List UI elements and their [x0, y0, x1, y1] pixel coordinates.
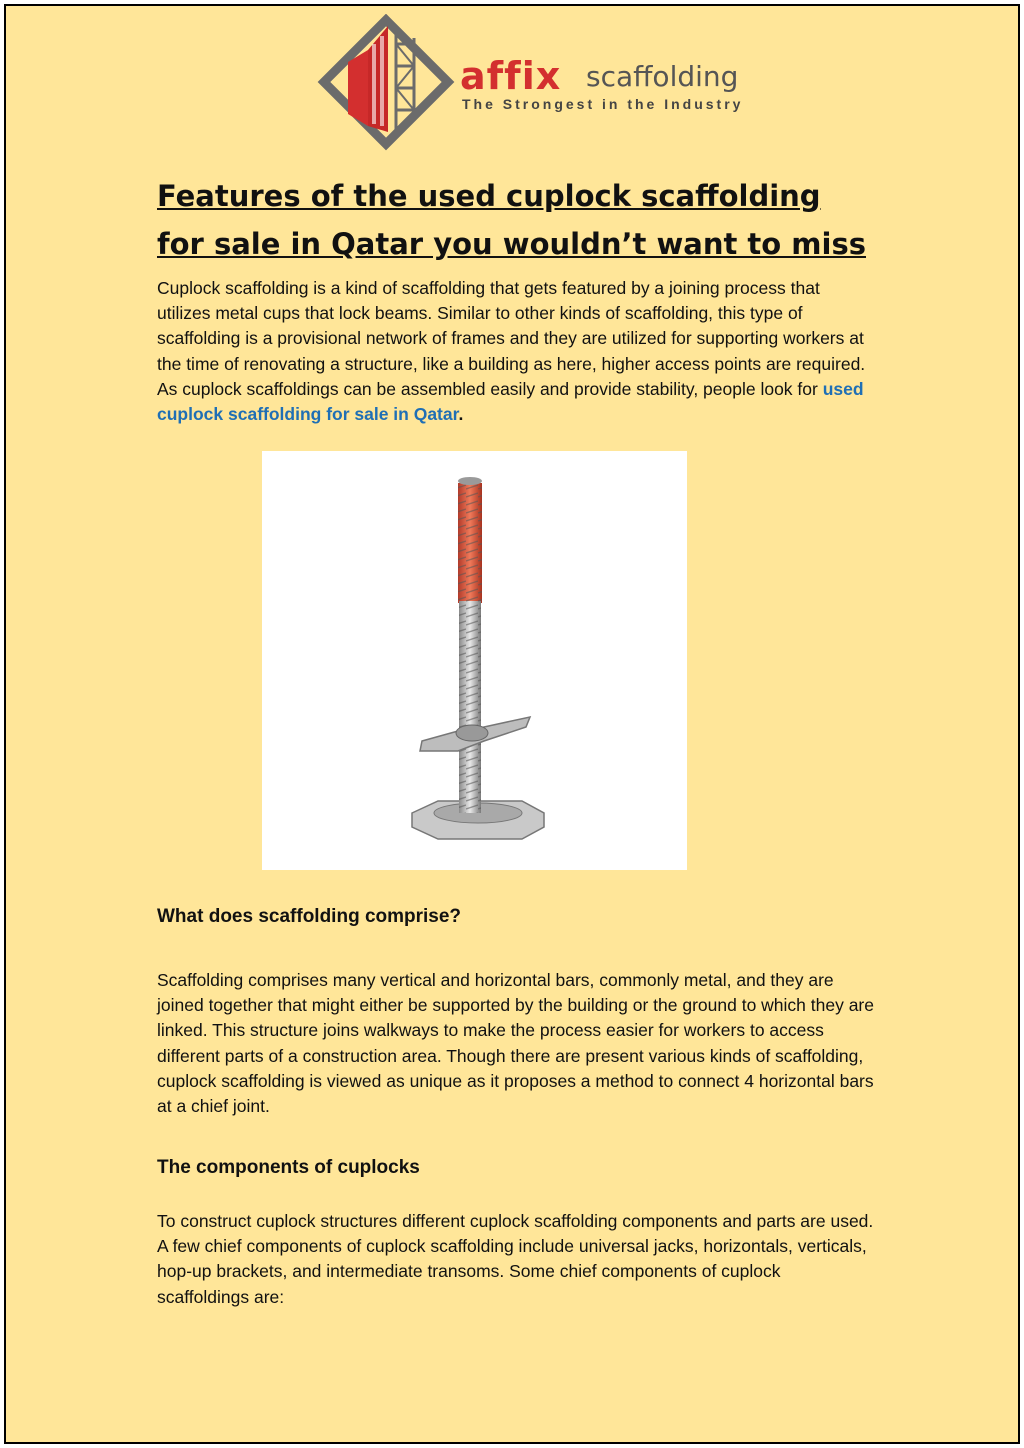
- document-page: [4, 4, 1020, 1444]
- building-logo-icon: [316, 14, 456, 154]
- logo-tagline: The Strongest in the Industry: [462, 96, 744, 112]
- logo-brand-secondary: scaffolding: [586, 60, 739, 93]
- intro-paragraph: [157, 276, 877, 427]
- section2-heading: The components of cuplocks: [157, 1157, 420, 1178]
- universal-jack-image: [262, 451, 687, 870]
- section1-heading: What does scaffolding comprise?: [157, 906, 462, 927]
- intro-text: Cuplock scaffolding is a kind of scaffolding that gets featured by a joining process that utilizes metal cups that lock beams. Similar to other kinds of scaffolding, this type of scaffolding is a provisional network of frames and they are utilized for supporting workers at the time of renovating a structure, like a building as here, higher access points are required. As cuplock scaffoldings can be assembled easily and provide stability, people look for: [157, 278, 866, 399]
- section2-paragraph: To construct cuplock structures different cuplock scaffolding components and parts are used. A few chief components of cuplock scaffolding include universal jacks, horizontals, verticals, hop-up brackets, and intermediate transoms. Some chief components of cuplock scaffoldings are:: [157, 1211, 874, 1307]
- screw-jack-icon: [262, 451, 687, 870]
- article-title: Features of the used cuplock scaffolding for sale in Qatar you wouldn’t want to miss: [157, 179, 866, 261]
- section1-paragraph: Scaffolding comprises many vertical and horizontal bars, commonly metal, and they are joined together that might either be supported by the building or the ground to which they are linked. This structure joins walkways to make the process easier for workers to access different parts of a construction area. Though there are present various kinds of scaffolding, cuplock scaffolding is viewed as unique as it proposes a method to connect 4 horizontal bars at a chief joint.: [157, 970, 874, 1117]
- logo-brand-primary: affix: [460, 54, 562, 98]
- intro-end: .: [458, 404, 464, 425]
- affix-logo[interactable]: [316, 14, 744, 154]
- cuplock-sale-link[interactable]: used cuplock scaffolding for sale in Qatar: [157, 378, 864, 425]
